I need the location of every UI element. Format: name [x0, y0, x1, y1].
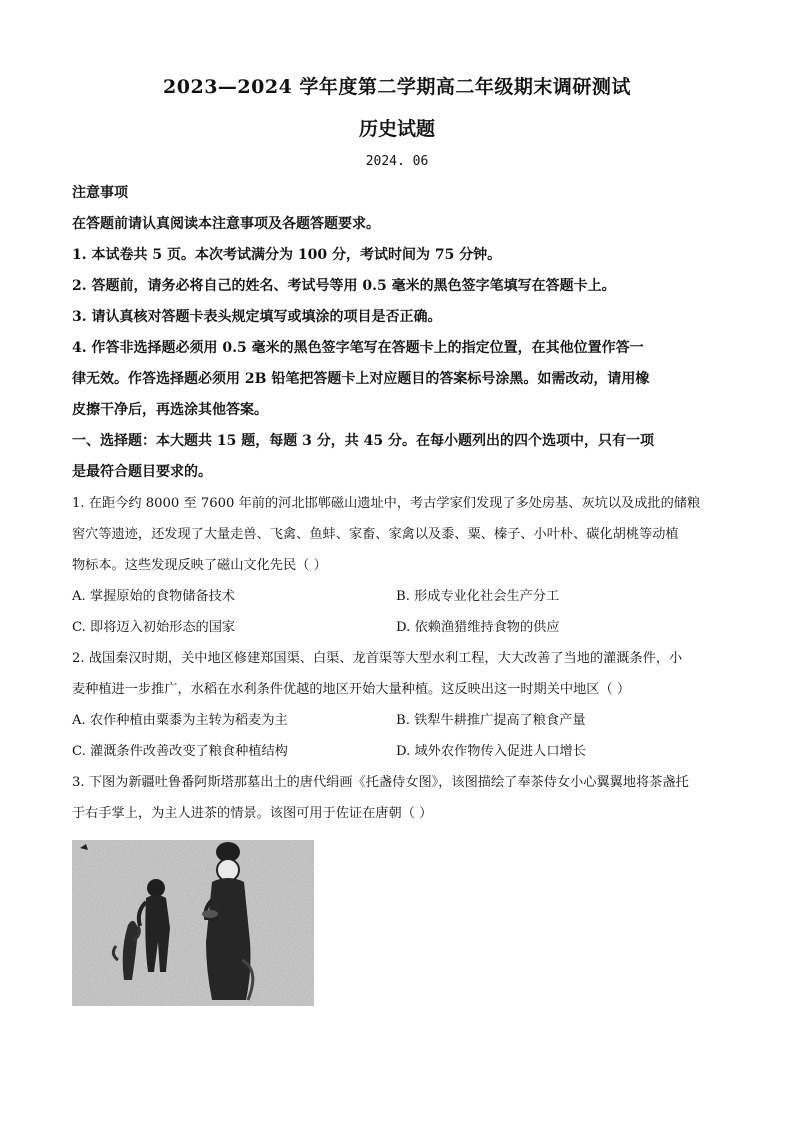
exam-date: 2024. 06 — [365, 154, 429, 169]
question-1-stem-cont: 窖穴等遗迹，还发现了大量走兽、飞禽、鱼蚌、家畜、家禽以及黍、粟、榛子、小叶朴、碳化胡桃等动植 — [72, 527, 679, 542]
option-a: A. 农作种植由粟黍为主转为稻麦为主 — [72, 713, 288, 728]
exam-body — [72, 178, 724, 829]
question-2-options-row1 — [72, 705, 724, 736]
notice-item-4-end: 皮擦干净后，再选涂其他答案。 — [72, 402, 268, 418]
option-c: C. 灌溉条件改善改变了粮食种植结构 — [72, 744, 288, 759]
option-d: D. 依赖渔猎维持食物的供应 — [396, 620, 560, 635]
notice-item-1: 1. 本试卷共 5 页。本次考试满分为 100 分，考试时间为 75 分钟。 — [72, 247, 502, 263]
section-heading: 一、选择题：本大题共 15 题，每题 3 分，共 45 分。在每小题列出的四个选项中，只有一项 — [72, 433, 654, 449]
option-b: B. 铁犁牛耕推广提高了粮食产量 — [396, 713, 586, 728]
question-2-stem: 2. 战国秦汉时期，关中地区修建郑国渠、白渠、龙首渠等大型水利工程，大大改善了当地的灌溉条件，小 — [72, 651, 683, 666]
exam-title: 2023—2024 学年度第二学期高二年级期末调研测试 — [163, 76, 631, 98]
exam-subtitle: 历史试题 — [358, 118, 435, 140]
notice-item-2: 2. 答题前，请务必将自己的姓名、考试号等用 0.5 毫米的黑色签字笔填写在答题卡上。 — [72, 278, 616, 294]
question-3 — [72, 767, 724, 829]
option-b: B. 形成专业化社会生产分工 — [396, 589, 560, 604]
notice-item-3: 3. 请认真核对答题卡表头规定填写或填涂的项目是否正确。 — [72, 309, 442, 325]
question-1 — [72, 488, 724, 643]
question-2-stem-end: 麦种植进一步推广，水稻在水利条件优越的地区开始大量种植。这反映出这一时期关中地区（ ） — [72, 682, 631, 697]
notice-intro: 在答题前请认真阅读本注意事项及各题答题要求。 — [72, 216, 380, 232]
question-3-stem: 3. 下图为新疆吐鲁番阿斯塔那墓出土的唐代绢画《托盏侍女图》，该图描绘了奉茶侍女小心翼翼地将茶盏托 — [72, 775, 689, 790]
option-a: A. 掌握原始的食物储备技术 — [72, 589, 235, 604]
question-1-options-row2 — [72, 612, 724, 643]
painting-image — [72, 840, 314, 1006]
notice-item-4-cont: 律无效。作答选择题必须用 2B 铅笔把答题卡上对应题目的答案标号涂黑。如需改动，请用橡 — [72, 371, 650, 387]
section-heading-cont: 是最符合题目要求的。 — [72, 464, 212, 480]
question-2 — [72, 643, 724, 767]
question-1-stem-end: 物标本。这些发现反映了磁山文化先民（ ） — [72, 558, 327, 573]
question-2-options-row2 — [72, 736, 724, 767]
option-c: C. 即将迈入初始形态的国家 — [72, 620, 236, 635]
painting-illustration-icon — [72, 840, 314, 1006]
question-1-options-row1 — [72, 581, 724, 612]
notice-item-4: 4. 作答非选择题必须用 0.5 毫米的黑色签字笔写在答题卡上的指定位置，在其他位置作答一 — [72, 340, 644, 356]
question-1-stem: 1. 在距今约 8000 至 7600 年前的河北邯郸磁山遗址中，考古学家们发现了多处房基、灰坑以及成批的储粮 — [72, 496, 701, 511]
notice-heading: 注意事项 — [72, 185, 128, 201]
question-3-stem-end: 于右手掌上，为主人进茶的情景。该图可用于佐证在唐朝（ ） — [72, 806, 433, 821]
option-d: D. 域外农作物传入促进人口增长 — [396, 744, 586, 759]
